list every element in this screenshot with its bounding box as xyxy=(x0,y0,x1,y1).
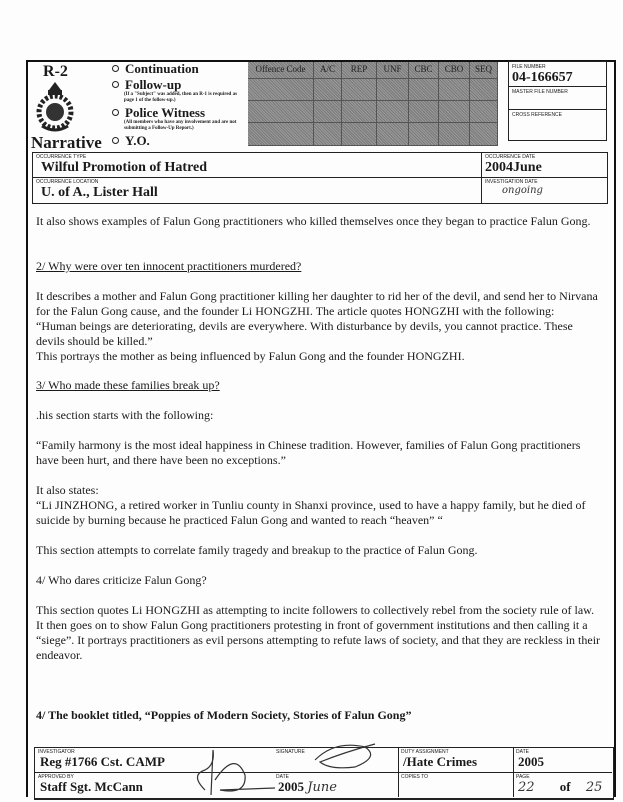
total-pages: 25 xyxy=(585,780,603,795)
occurrence-location: U. of A., Lister Hall xyxy=(41,185,158,200)
code-cell xyxy=(314,123,342,146)
quote: “Human beings are deteriorating, devils are everywhere. With disturbance by devils, you cannot practice. These devils should be killed.” xyxy=(36,319,573,348)
follow-up-note: (If a "Subject" was added, then an R-1 is required as page 1 of the follow-up.) xyxy=(124,92,238,103)
option-yo[interactable]: Y.O. xyxy=(112,134,247,147)
paragraph: This section quotes Li HONGZHI as attempting to incite followers to collectively rebel from the society rule of law. It then goes on to show Falun Gong practitioners protesting in front of government institutions and then calling it a “siege”. It portrays practitioners as evil persons attempting to refute laws of society, and that they are reckless in their endeavor. xyxy=(36,603,601,662)
code-header: SEQ xyxy=(470,62,498,79)
code-cell xyxy=(439,101,470,123)
occurrence-location-row xyxy=(33,178,481,202)
radio-circle-icon xyxy=(112,65,119,72)
file-number: 04-166657 xyxy=(512,70,573,85)
form-name: Narrative xyxy=(31,133,102,152)
paragraph: It describes a mother and Falun Gong practitioner killing her daughter to rid her of the devil, and send her to Nirvana for the Falun Gong cause, and the founder Li HONGZHI. The article quotes HONGZHI with the following: xyxy=(36,289,598,318)
quote: “Family harmony is the most ideal happiness in Chinese tradition. However, families of Falun Gong practitioners have been hurt, and there have been no exceptions.” xyxy=(36,438,581,467)
option-follow-up[interactable]: Follow-up xyxy=(112,78,247,91)
investigator: Reg #1766 Cst. CAMP xyxy=(40,754,165,769)
radio-circle-icon xyxy=(112,81,119,88)
approved-date: 2005 xyxy=(278,779,304,794)
approved-date-cell xyxy=(273,773,399,797)
code-cell xyxy=(342,79,377,101)
cross-reference-label: CROSS REFERENCE xyxy=(512,112,563,118)
code-header: A/C xyxy=(314,62,342,79)
form-code: R-2 xyxy=(43,63,68,80)
code-cell xyxy=(314,79,342,101)
occurrence-type-row xyxy=(33,153,481,178)
option-continuation[interactable]: Continuation xyxy=(112,62,247,75)
section-heading: 2/ Why were over ten innocent practitioners murdered? xyxy=(36,259,302,273)
approved-date-label: DATE xyxy=(276,774,289,780)
approved-by: Staff Sgt. McCann xyxy=(40,779,143,794)
occurrence-date: 2004June xyxy=(485,160,542,175)
date-label: DATE xyxy=(516,749,529,755)
investigation-date: ongoing xyxy=(502,185,543,196)
code-cell xyxy=(377,101,409,123)
code-cell xyxy=(409,79,439,101)
police-witness-note: (All members who have any involvement and are not submitting a Follow-Up Report.) xyxy=(124,120,237,131)
occurrence-location-label: OCCURRENCE LOCATION xyxy=(36,179,99,185)
code-header: CBO xyxy=(439,62,470,79)
occurrence-type-label: OCCURRENCE TYPE xyxy=(36,154,87,160)
option-police-witness[interactable]: Police Witness xyxy=(112,106,247,119)
cross-reference-section xyxy=(509,109,606,132)
narrative-body xyxy=(36,214,601,723)
file-number-box xyxy=(508,61,607,141)
approved-label: APPROVED BY xyxy=(38,774,74,780)
occurrence-type: Wilful Promotion of Hatred xyxy=(41,160,208,175)
date: 2005 xyxy=(518,754,544,769)
section-heading: 4/ The booklet titled, “Poppies of Modern Society, Stories of Falun Gong” xyxy=(36,708,412,722)
master-file-section xyxy=(509,86,606,109)
radio-circle-icon xyxy=(112,137,119,144)
paragraph: This portrays the mother as being influenced by Falun Gong and the founder HONGZHI. xyxy=(36,349,465,363)
code-header: Offence Code xyxy=(248,62,314,79)
radio-circle-icon xyxy=(112,109,119,116)
code-cell xyxy=(342,123,377,146)
signature-scribble-icon xyxy=(185,740,285,800)
code-cell xyxy=(248,123,314,146)
file-number-label: FILE NUMBER xyxy=(512,64,546,70)
code-cell xyxy=(439,79,470,101)
duty-assignment: /Hate Crimes xyxy=(403,754,478,769)
master-file-label: MASTER FILE NUMBER xyxy=(512,89,568,95)
page-cell xyxy=(513,773,612,797)
code-cell xyxy=(470,101,498,123)
code-cell xyxy=(248,101,314,123)
signature-label: SIGNATURE xyxy=(276,749,305,755)
code-cell xyxy=(377,79,409,101)
paragraph: It also shows examples of Falun Gong practitioners who killed themselves once they began to practice Falun Gong. xyxy=(36,214,591,228)
code-header: UNF xyxy=(377,62,409,79)
quote: “Li JINZHONG, a retired worker in Tunliu county in Shanxi province, used to have a happy family, but he died of suicide by burning because he practiced Falun Gong and wanted to reach “heaven” “ xyxy=(36,498,586,527)
code-cell xyxy=(377,123,409,146)
paragraph: It also states: xyxy=(36,483,99,497)
occurrence-date-label: OCCURRENCE DATE xyxy=(485,154,536,160)
copies-label: COPIES TO xyxy=(401,774,429,780)
duty-cell xyxy=(398,748,514,773)
paragraph: .his section starts with the following: xyxy=(36,408,214,422)
date-cell xyxy=(513,748,612,773)
occurrence-dates xyxy=(481,153,608,203)
report-type-options xyxy=(112,62,247,147)
code-cell xyxy=(470,79,498,101)
page-label: PAGE xyxy=(516,774,530,780)
code-cell xyxy=(470,123,498,146)
paragraph: This section attempts to correlate family tragedy and breakup to the practice of Falun Gong. xyxy=(36,543,478,557)
code-cell xyxy=(409,101,439,123)
code-cell xyxy=(409,123,439,146)
section-heading: 3/ Who made these families break up? xyxy=(36,378,220,392)
code-header: CBC xyxy=(409,62,439,79)
signature-footer xyxy=(34,747,614,800)
signature-loop-icon xyxy=(305,742,385,772)
copies-cell xyxy=(398,773,514,797)
duty-label: DUTY ASSIGNMENT xyxy=(401,749,449,755)
code-cell xyxy=(248,79,314,101)
of-label: of xyxy=(559,779,571,794)
investigation-date-label: INVESTIGATION DATE xyxy=(485,179,538,185)
police-crest-icon xyxy=(36,80,74,132)
occurrence-box xyxy=(32,152,608,204)
code-cell xyxy=(439,123,470,146)
code-header: REP xyxy=(342,62,377,79)
page-number: 22 xyxy=(518,780,535,795)
offence-code-grid xyxy=(248,62,498,146)
approved-date-handwritten: June xyxy=(307,780,337,795)
code-cell xyxy=(342,101,377,123)
investigator-label: INVESTIGATOR xyxy=(38,749,75,755)
section-heading: 4/ Who dares criticize Falun Gong? xyxy=(36,573,207,587)
code-cell xyxy=(314,101,342,123)
